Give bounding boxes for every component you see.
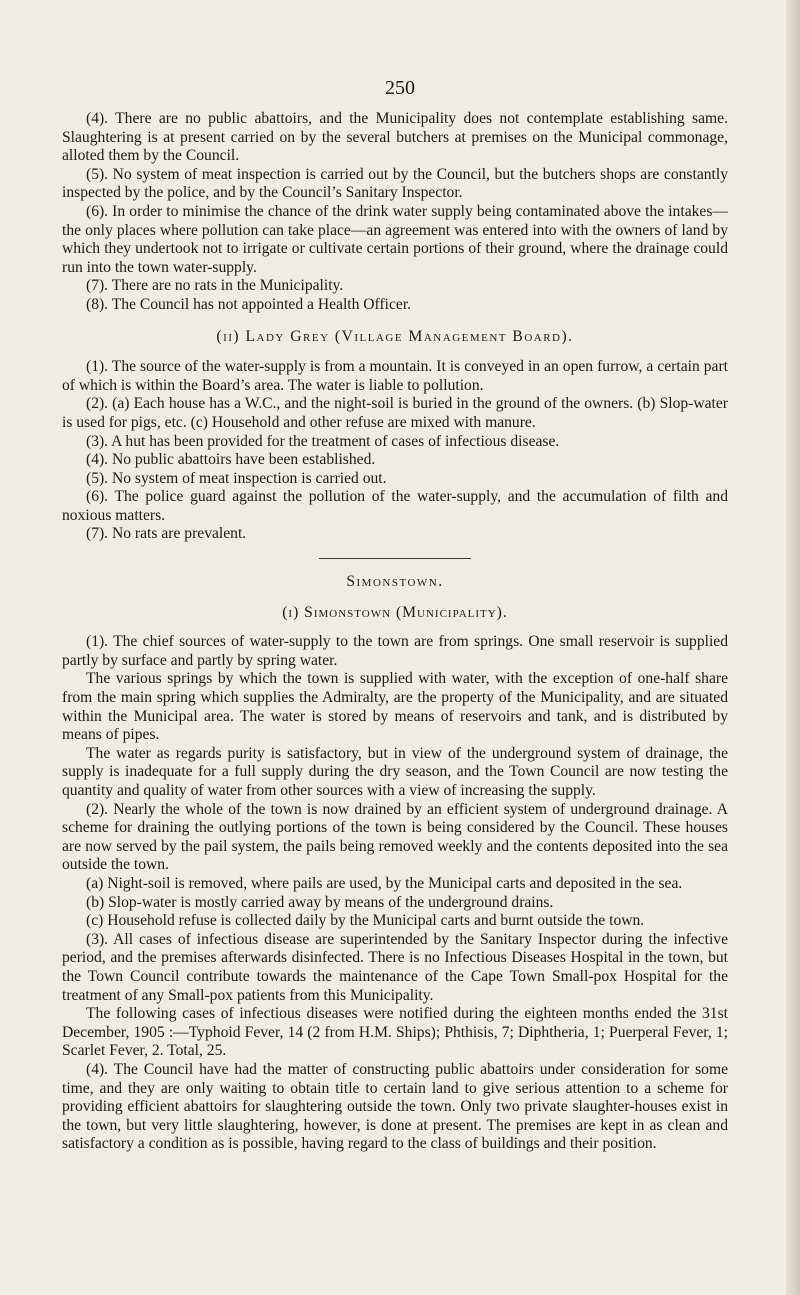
paragraph: (8). The Council has not appointed a Health Officer.	[86, 295, 412, 313]
page-edge	[786, 0, 800, 1295]
document-body	[62, 110, 728, 1154]
paragraph: The various springs by which the town is supplied with water, with the exception of one-half share from the main spring which supplies the Admiralty, are the property of the Municipality, and are situated within the Municipal area. The water is stored by means of reservoirs and tank, and is distributed by means of pipes.	[62, 670, 728, 744]
paragraph: (6). The police guard against the pollution of the water-supply, and the accumulation of filth and noxious matters.	[62, 488, 728, 524]
paragraph: (7). No rats are prevalent.	[86, 525, 247, 543]
paragraph: (b) Slop-water is mostly carried away by means of the underground drains.	[86, 893, 554, 911]
paragraph: (a) Night-soil is removed, where pails are used, by the Municipal carts and deposited in the sea.	[86, 874, 683, 892]
paragraph: The following cases of infectious diseases were notified during the eighteen months ended the 31st December, 1905 :—Typhoid Fever, 14 (2 from H.M. Ships); Phthisis, 7; Diphtheria, 1; Puerperal Fever, 1; Scarlet Fever, 2. Total, 25.	[62, 1005, 728, 1060]
paragraph: (5). No system of meat inspection is carried out by the Council, but the butchers shops are constantly inspected by the police, and by the Council’s Sanitary Inspector.	[62, 165, 728, 202]
paragraph: (c) Household refuse is collected daily by the Municipal carts and burnt outside the town.	[86, 912, 645, 930]
paragraph: (3). All cases of infectious disease are superintended by the Sanitary Inspector during the infective period, and the premises afterwards disinfected. There is no Infectious Diseases Hospital in the town, but the Town Council contribute towards the maintenance of the Cape Town Small-pox Hospital for the treatment of any Small-pox patients from this Municipality.	[62, 930, 728, 1004]
paragraph: (6). In order to minimise the chance of the drink water supply being contaminated above the intakes—the only places where pollution can take place—an agreement was entered into with the owners of land by which they undertook not to irrigate or cultivate certain portions of their ground, where the drainage could run into the town water-supply.	[62, 202, 728, 276]
subsection-heading-simonstown-municipality: (i) Simonstown (Municipality).	[282, 603, 508, 621]
paragraph: (3). A hut has been provided for the treatment of cases of infectious disease.	[86, 432, 560, 450]
paragraph: (1). The source of the water-supply is from a mountain. It is conveyed in an open furrow, a certain part of which is within the Board’s area. The water is liable to pollution.	[62, 358, 728, 394]
paragraph: (5). No system of meat inspection is carried out.	[86, 469, 387, 487]
page-number: 250	[385, 77, 415, 99]
paragraph: The water as regards purity is satisfactory, but in view of the underground system of drainage, the supply is inadequate for a full supply during the dry season, and the Town Council are now testing the quantity and quality of water from other sources with a view of increasing the supply.	[62, 744, 728, 799]
paragraph: (4). The Council have had the matter of constructing public abattoirs under consideration for some time, and they are only waiting to obtain title to certain land to give serious attention to a scheme for providing efficient abattoirs for slaughtering outside the town. Only two private slaughter-houses exist in the town, but very little slaughtering, however, is done at present. The premises are kept in as clean and satisfactory a condition as is possible, having regard to the class of buildings and their position.	[62, 1060, 728, 1153]
paragraph: (2). (a) Each house has a W.C., and the night-soil is buried in the ground of the owners. (b) Slop-water is used for pigs, etc. (c) Household and other refuse are mixed with manure.	[62, 395, 728, 431]
paragraph: (4). There are no public abattoirs, and the Municipality does not contemplate establishing same. Slaughtering is at present carried on by the several butchers at premises on the Municipal commonage, alloted them by the Council.	[62, 110, 728, 165]
section-divider	[319, 558, 471, 559]
section-heading-lady-grey: (ii) Lady Grey (Village Management Board).	[216, 327, 574, 345]
paragraph: (2). Nearly the whole of the town is now drained by an efficient system of underground drainage. A scheme for draining the outlying portions of the town is being considered by the Council. These houses are now served by the pail system, the pails being removed weekly and the contents deposited into the sea outside the town.	[62, 800, 728, 874]
paragraph: (7). There are no rats in the Municipality.	[86, 277, 344, 295]
section-heading-simonstown: Simonstown.	[346, 573, 444, 591]
paragraph: (4). No public abattoirs have been established.	[86, 451, 376, 469]
paragraph: (1). The chief sources of water-supply to the town are from springs. One small reservoir is supplied partly by surface and partly by spring water.	[62, 633, 728, 669]
